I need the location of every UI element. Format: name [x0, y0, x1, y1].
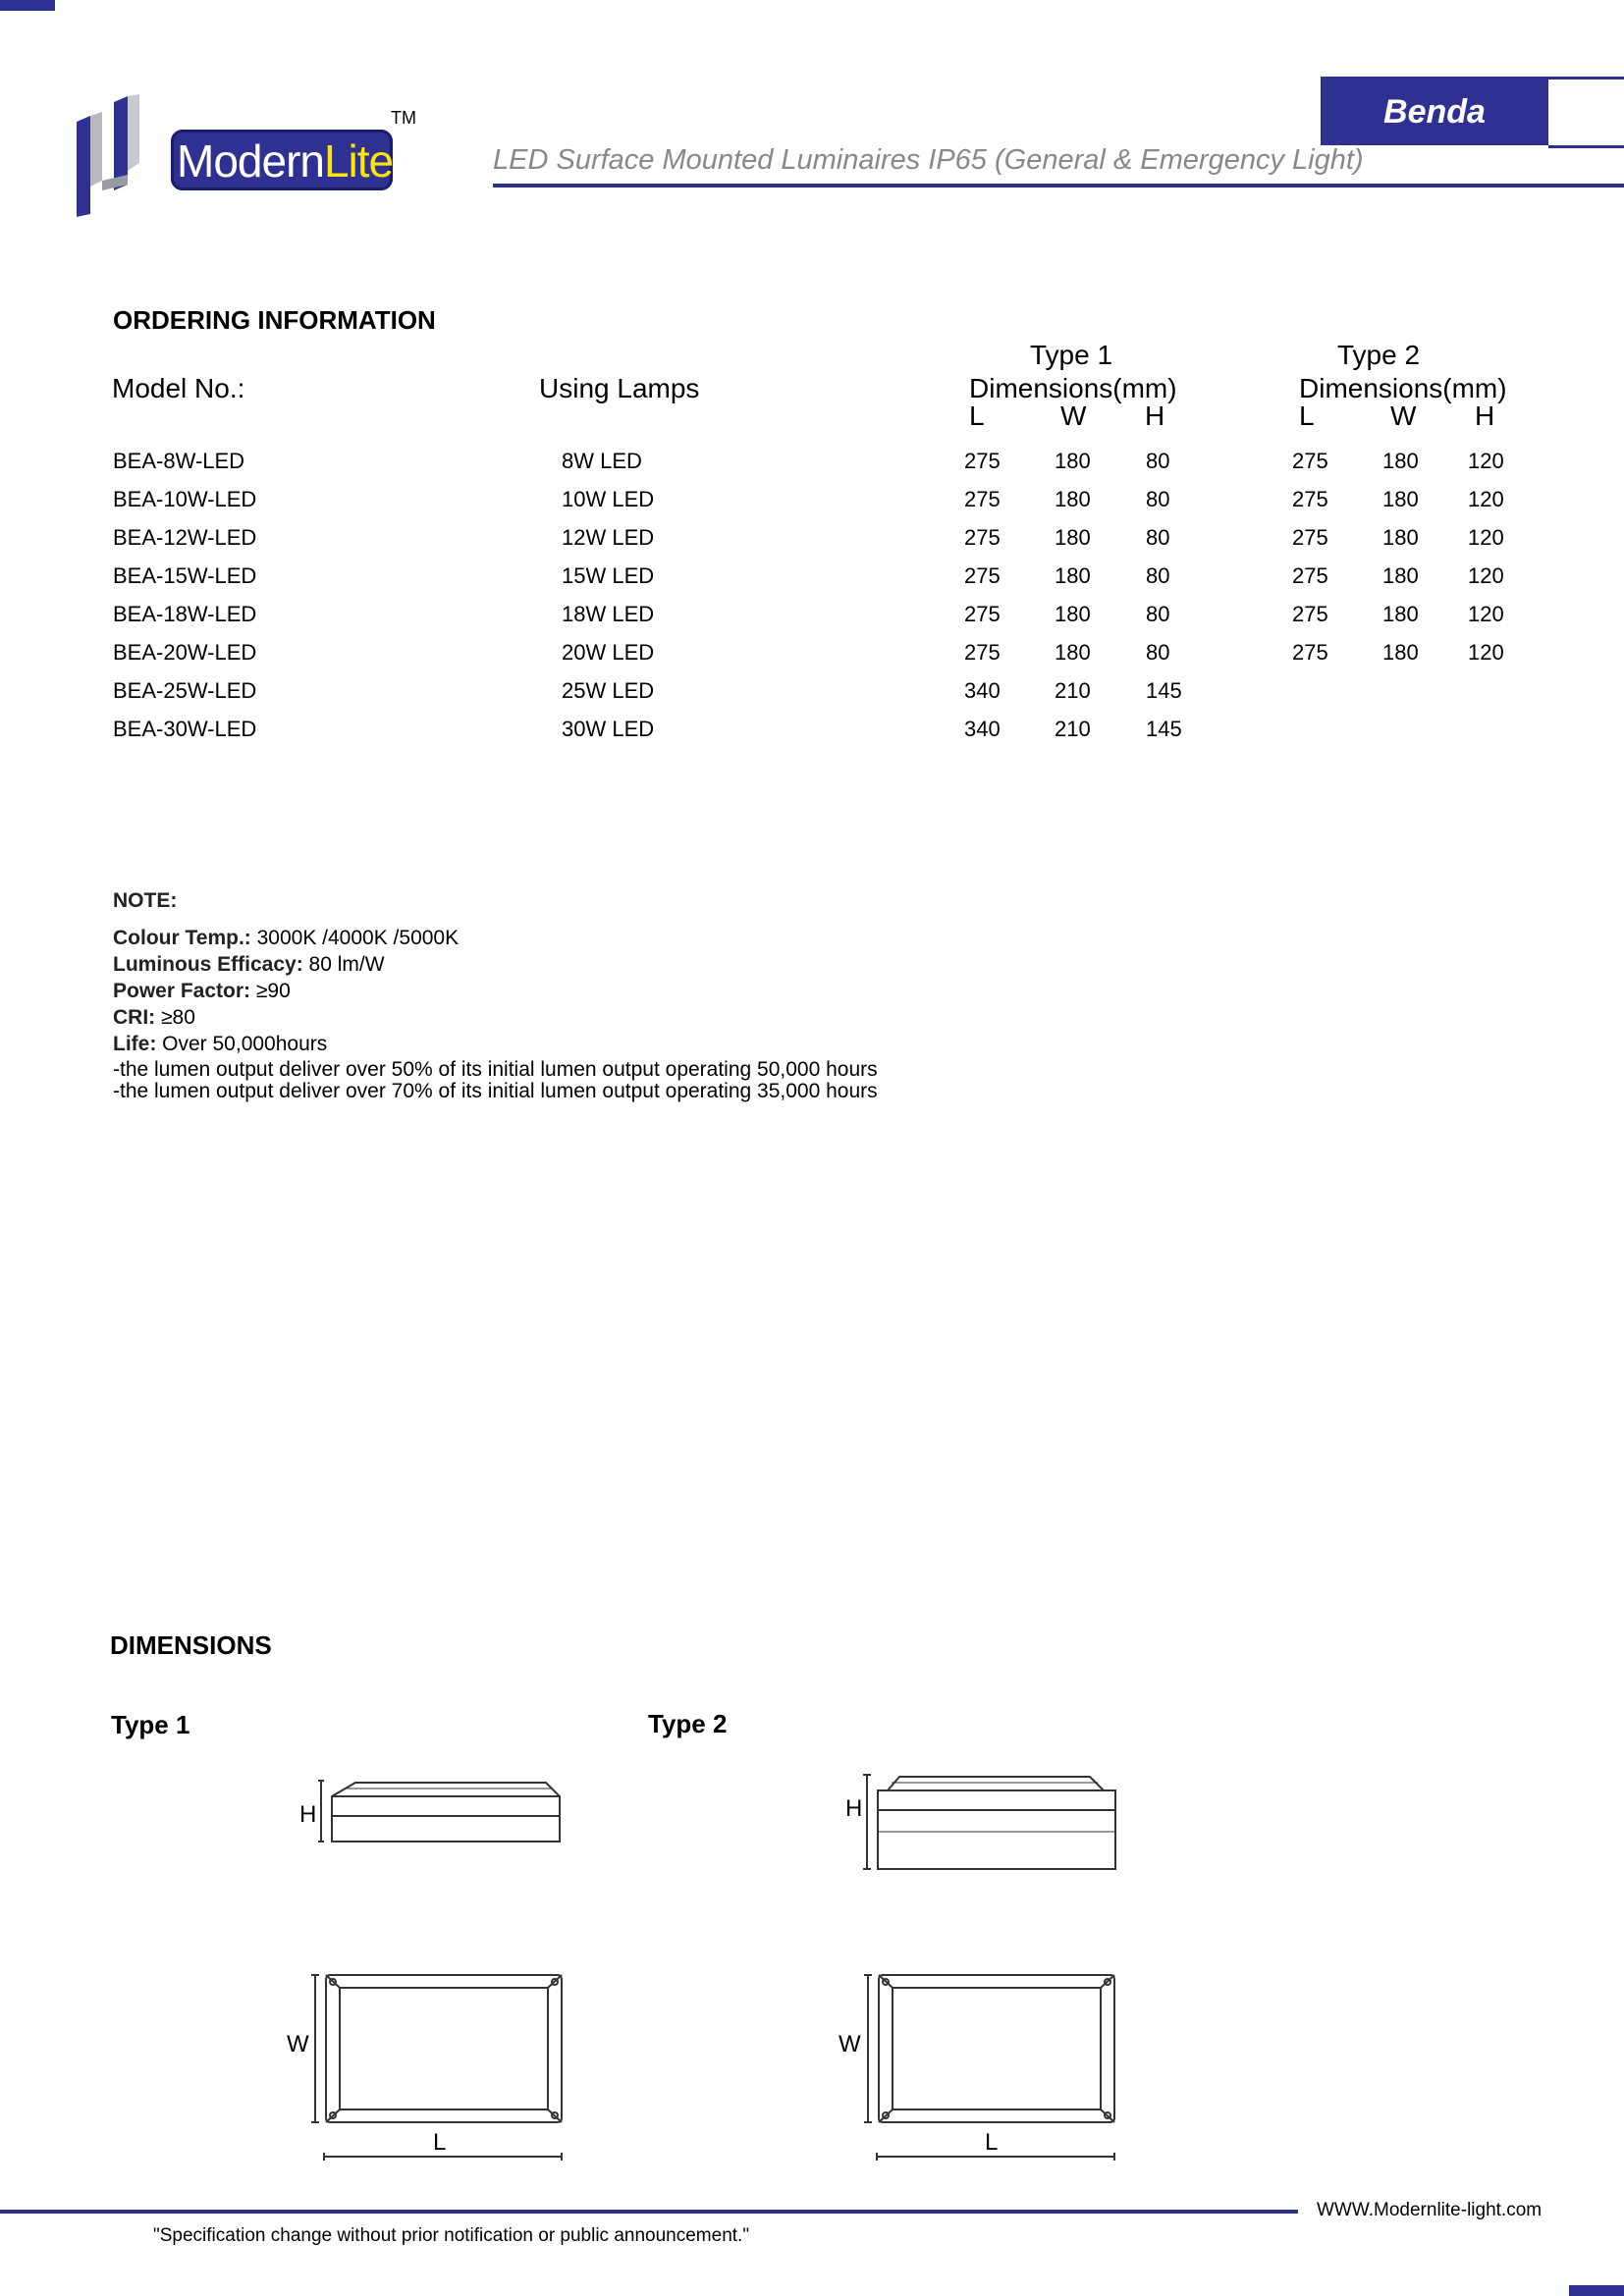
header-rule	[493, 184, 1624, 187]
cell-t2-l: 275	[1292, 563, 1328, 588]
cell-t2-w: 180	[1382, 563, 1419, 588]
note-title: NOTE:	[113, 889, 178, 912]
cell-t2-w: 180	[1382, 525, 1419, 550]
cell-t2-h: 120	[1468, 525, 1504, 550]
type1-h-label: H	[299, 1801, 317, 1828]
cell-model: BEA-15W-LED	[113, 563, 257, 588]
footer-disclaimer: "Specification change without prior notification or public announcement."	[153, 2225, 750, 2246]
trademark: TM	[391, 108, 416, 128]
cell-t1-l: 340	[964, 717, 1001, 741]
cell-lamp: 10W LED	[562, 487, 655, 511]
logo-word-modern: Modern	[177, 135, 324, 187]
cell-t1-l: 275	[964, 640, 1001, 665]
table-row	[0, 563, 1624, 589]
cell-t1-h: 80	[1146, 525, 1170, 550]
cell-t2-l: 275	[1292, 487, 1328, 511]
cell-model: BEA-8W-LED	[113, 449, 245, 473]
cell-t1-l: 275	[964, 525, 1001, 550]
type1-l-header: L	[969, 400, 985, 431]
cell-t1-l: 275	[964, 449, 1001, 473]
type1-side-view-drawing	[314, 1775, 574, 1845]
type1-l-label: L	[433, 2129, 447, 2156]
cell-model: BEA-20W-LED	[113, 640, 257, 665]
cell-t2-l: 275	[1292, 602, 1328, 626]
footer-website: WWW.Modernlite-light.com	[1317, 2200, 1543, 2220]
cell-t2-h: 120	[1468, 640, 1504, 665]
logo-wordmark	[177, 133, 394, 188]
note-efficacy-label: Luminous Efficacy:	[113, 953, 303, 976]
cell-t2-w: 180	[1382, 640, 1419, 665]
cell-t2-w: 180	[1382, 602, 1419, 626]
note-life-value: Over 50,000hours	[156, 1033, 328, 1055]
type1-w-label: W	[287, 2031, 309, 2057]
table-row	[0, 602, 1624, 627]
cell-t1-w: 180	[1055, 602, 1091, 626]
cell-t1-h: 80	[1146, 449, 1170, 473]
cell-t1-w: 180	[1055, 525, 1091, 550]
note-section	[113, 889, 1095, 1102]
cell-t2-h: 120	[1468, 563, 1504, 588]
cell-model: BEA-25W-LED	[113, 678, 257, 703]
cell-t1-h: 80	[1146, 563, 1170, 588]
cell-t2-h: 120	[1468, 487, 1504, 511]
type1-dimensions-header: Dimensions(mm)	[969, 373, 1177, 403]
type1-w-header: W	[1060, 400, 1087, 431]
table-row	[0, 717, 1624, 742]
note-life-label: Life:	[113, 1033, 157, 1055]
note-pf-value: ≥90	[250, 980, 291, 1002]
logo-word-lite: Lite	[323, 135, 394, 187]
cell-t1-w: 210	[1055, 678, 1091, 703]
ordering-title: ORDERING INFORMATION	[113, 305, 436, 335]
dimensions-type1-label: Type 1	[111, 1710, 190, 1739]
type2-h-label: H	[845, 1795, 863, 1822]
cell-lamp: 15W LED	[562, 563, 655, 588]
cell-model: BEA-18W-LED	[113, 602, 257, 626]
type2-l-label: L	[985, 2129, 999, 2156]
table-row	[0, 449, 1624, 474]
note-cri	[113, 1004, 1095, 1031]
note-lumen-line-1: -the lumen output deliver over 50% of its initial lumen output operating 50,000 hours	[113, 1058, 878, 1081]
cell-t1-h: 80	[1146, 487, 1170, 511]
cell-t2-h: 120	[1468, 449, 1504, 473]
cell-t2-l: 275	[1292, 640, 1328, 665]
cell-lamp: 30W LED	[562, 717, 655, 741]
brand-name: Benda	[1383, 93, 1486, 131]
cell-t1-w: 180	[1055, 563, 1091, 588]
note-colour-temp-value: 3000K /4000K /5000K	[250, 927, 460, 949]
logo	[77, 94, 420, 217]
cell-t1-l: 275	[964, 487, 1001, 511]
col-model-header: Model No.:	[112, 373, 245, 403]
cell-t1-h: 145	[1146, 717, 1182, 741]
col-lamps-header: Using Lamps	[539, 373, 700, 403]
table-row	[0, 487, 1624, 512]
note-cri-value: ≥80	[155, 1006, 195, 1029]
footer-rule	[0, 2210, 1298, 2214]
note-efficacy-value: 80 lm/W	[302, 953, 385, 976]
table-row	[0, 640, 1624, 666]
cell-lamp: 18W LED	[562, 602, 655, 626]
cell-model: BEA-12W-LED	[113, 525, 257, 550]
cell-model: BEA-10W-LED	[113, 487, 257, 511]
type2-dimensions-header: Dimensions(mm)	[1299, 373, 1507, 403]
type2-l-header: L	[1299, 400, 1315, 431]
cell-t2-l: 275	[1292, 525, 1328, 550]
cell-t2-w: 180	[1382, 487, 1419, 511]
cell-t2-h: 120	[1468, 602, 1504, 626]
type2-w-header: W	[1390, 400, 1417, 431]
cell-model: BEA-30W-LED	[113, 717, 257, 741]
cell-t1-l: 275	[964, 602, 1001, 626]
table-row	[0, 678, 1624, 704]
cell-lamp: 12W LED	[562, 525, 655, 550]
cell-t1-w: 180	[1055, 449, 1091, 473]
cell-t1-w: 180	[1055, 640, 1091, 665]
page-subtitle: LED Surface Mounted Luminaires IP65 (General & Emergency Light)	[493, 144, 1364, 176]
note-lumen-line-2: -the lumen output deliver over 70% of its initial lumen output operating 35,000 hours	[113, 1080, 878, 1102]
cell-lamp: 20W LED	[562, 640, 655, 665]
cell-t1-l: 275	[964, 563, 1001, 588]
note-pf-label: Power Factor:	[113, 980, 251, 1002]
note-colour-temp	[113, 925, 1095, 951]
note-cri-label: CRI:	[113, 1006, 156, 1029]
cell-lamp: 8W LED	[562, 449, 642, 473]
type1-header: Type 1	[1030, 340, 1113, 370]
type2-w-label: W	[839, 2031, 861, 2057]
cell-t1-h: 80	[1146, 602, 1170, 626]
corner-mark-top	[0, 0, 55, 11]
type2-header: Type 2	[1337, 340, 1421, 370]
dimensions-title: DIMENSIONS	[110, 1630, 272, 1660]
type2-h-header: H	[1475, 400, 1495, 431]
cell-t2-w: 180	[1382, 449, 1419, 473]
cell-t1-w: 210	[1055, 717, 1091, 741]
cell-t1-h: 145	[1146, 678, 1182, 703]
note-efficacy	[113, 951, 1095, 978]
note-life	[113, 1031, 1095, 1057]
table-row	[0, 525, 1624, 551]
cell-t2-l: 275	[1292, 449, 1328, 473]
corner-mark-bottom	[1569, 2285, 1624, 2296]
type2-side-view-drawing	[860, 1771, 1120, 1873]
cell-t1-h: 80	[1146, 640, 1170, 665]
type1-h-header: H	[1145, 400, 1165, 431]
brand-tab-outline	[1548, 77, 1624, 148]
cell-t1-l: 340	[964, 678, 1001, 703]
note-colour-temp-label: Colour Temp.:	[113, 927, 251, 949]
note-power-factor	[113, 978, 1095, 1004]
cell-lamp: 25W LED	[562, 678, 655, 703]
cell-t1-w: 180	[1055, 487, 1091, 511]
dimensions-type2-label: Type 2	[648, 1709, 728, 1738]
